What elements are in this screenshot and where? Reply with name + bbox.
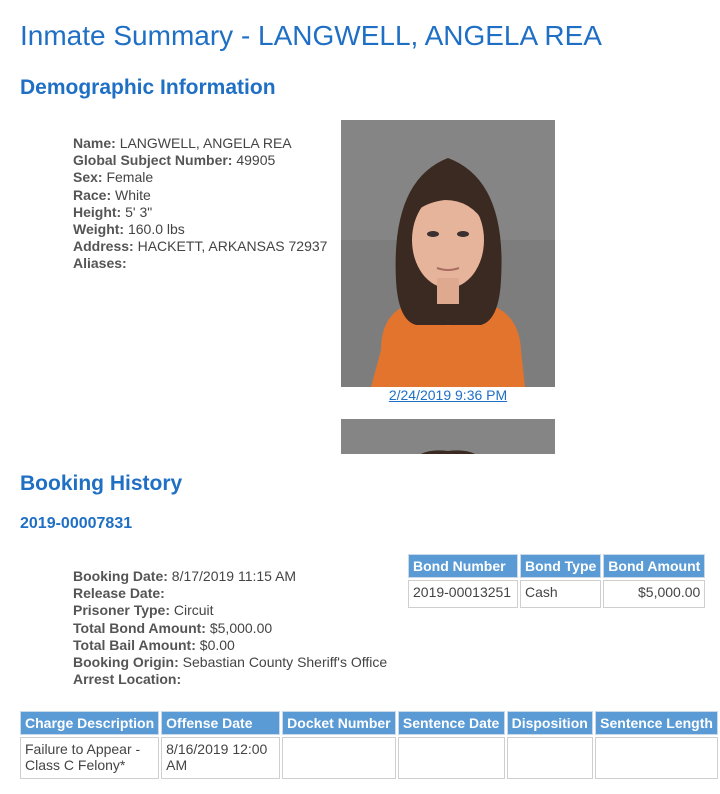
field-value: Circuit bbox=[173, 602, 214, 619]
column-header-bond-amount: Bond Amount bbox=[603, 554, 705, 578]
field-label: Booking Origin: bbox=[73, 654, 179, 671]
charge-table bbox=[18, 709, 720, 781]
field-value: HACKETT, ARKANSAS 72937 bbox=[137, 238, 328, 255]
table-header-row bbox=[408, 554, 705, 578]
field-booking-origin bbox=[73, 654, 387, 671]
field-aliases bbox=[73, 255, 327, 272]
field-label: Address: bbox=[73, 238, 134, 255]
field-value: Sebastian County Sheriff's Office bbox=[182, 654, 388, 671]
column-header-bond-type: Bond Type bbox=[520, 554, 601, 578]
disposition-cell bbox=[507, 737, 594, 779]
field-global-subject-number bbox=[73, 152, 327, 169]
field-arrest-location bbox=[73, 671, 387, 688]
field-label: Race: bbox=[73, 186, 112, 203]
field-label: Total Bond Amount: bbox=[73, 619, 206, 636]
sentence-date-cell bbox=[398, 737, 505, 779]
field-label: Release Date: bbox=[73, 585, 165, 602]
field-value: Female bbox=[106, 169, 154, 186]
field-address bbox=[73, 238, 327, 255]
booking-history-heading: Booking History bbox=[20, 472, 183, 495]
field-label: Booking Date: bbox=[73, 568, 168, 584]
field-prisoner-type bbox=[73, 602, 387, 619]
mugshot-image bbox=[341, 419, 555, 454]
column-header-sentence-date: Sentence Date bbox=[398, 711, 505, 735]
column-header-sentence-length: Sentence Length bbox=[595, 711, 718, 735]
field-value: 5' 3" bbox=[125, 203, 153, 220]
page-title: Inmate Summary - LANGWELL, ANGELA REA bbox=[20, 20, 602, 51]
field-value: 49905 bbox=[236, 152, 276, 169]
field-label: Arrest Location: bbox=[73, 671, 182, 688]
field-booking-date bbox=[73, 568, 387, 585]
mugshot-image bbox=[341, 120, 555, 387]
field-label: Global Subject Number: bbox=[73, 152, 233, 169]
column-header-offense-date: Offense Date bbox=[161, 711, 280, 735]
field-label: Sex: bbox=[73, 169, 103, 186]
booking-fields bbox=[73, 568, 387, 688]
booking-number: 2019-00007831 bbox=[20, 515, 133, 532]
bond-number-cell: 2019-00013251 bbox=[408, 580, 518, 608]
field-name bbox=[73, 135, 327, 152]
field-race bbox=[73, 187, 327, 204]
field-label: Total Bail Amount: bbox=[73, 636, 196, 653]
field-release-date bbox=[73, 585, 387, 602]
sentence-length-cell bbox=[595, 737, 718, 779]
offense-date-cell: 8/16/2019 12:00 AM bbox=[161, 737, 280, 779]
column-header-docket-number: Docket Number bbox=[282, 711, 396, 735]
charge-description-cell: Failure to Appear - Class C Felony* bbox=[20, 737, 159, 779]
field-label: Prisoner Type: bbox=[73, 602, 170, 619]
field-label: Weight: bbox=[73, 221, 125, 238]
field-height bbox=[73, 204, 327, 221]
field-total-bail-amount bbox=[73, 637, 387, 654]
field-value: 160.0 lbs bbox=[127, 221, 185, 238]
bond-amount-cell: $5,000.00 bbox=[603, 580, 705, 608]
field-sex bbox=[73, 169, 327, 186]
column-header-bond-number: Bond Number bbox=[408, 554, 518, 578]
field-weight bbox=[73, 221, 327, 238]
docket-number-cell bbox=[282, 737, 396, 779]
field-label: Name: bbox=[73, 135, 116, 151]
field-label: Height: bbox=[73, 203, 122, 220]
table-row bbox=[408, 580, 705, 608]
demographic-heading: Demographic Information bbox=[20, 76, 276, 99]
bond-table bbox=[406, 552, 707, 610]
field-value: LANGWELL, ANGELA REA bbox=[119, 135, 292, 151]
table-header-row bbox=[20, 711, 718, 735]
photo-date-link[interactable]: 2/24/2019 9:36 PM bbox=[388, 387, 508, 403]
field-value: $5,000.00 bbox=[209, 619, 273, 636]
demographic-fields bbox=[73, 135, 327, 273]
field-label: Aliases: bbox=[73, 255, 127, 272]
column-header-charge-description: Charge Description bbox=[20, 711, 159, 735]
field-value: 8/17/2019 11:15 AM bbox=[171, 568, 297, 584]
field-total-bond-amount bbox=[73, 620, 387, 637]
mugshot-photo-secondary[interactable] bbox=[341, 419, 555, 454]
bond-type-cell: Cash bbox=[520, 580, 601, 608]
field-value: White bbox=[115, 186, 151, 203]
field-value: $0.00 bbox=[199, 636, 235, 653]
table-row bbox=[20, 737, 718, 779]
column-header-disposition: Disposition bbox=[507, 711, 594, 735]
mugshot-photo[interactable] bbox=[341, 120, 555, 387]
